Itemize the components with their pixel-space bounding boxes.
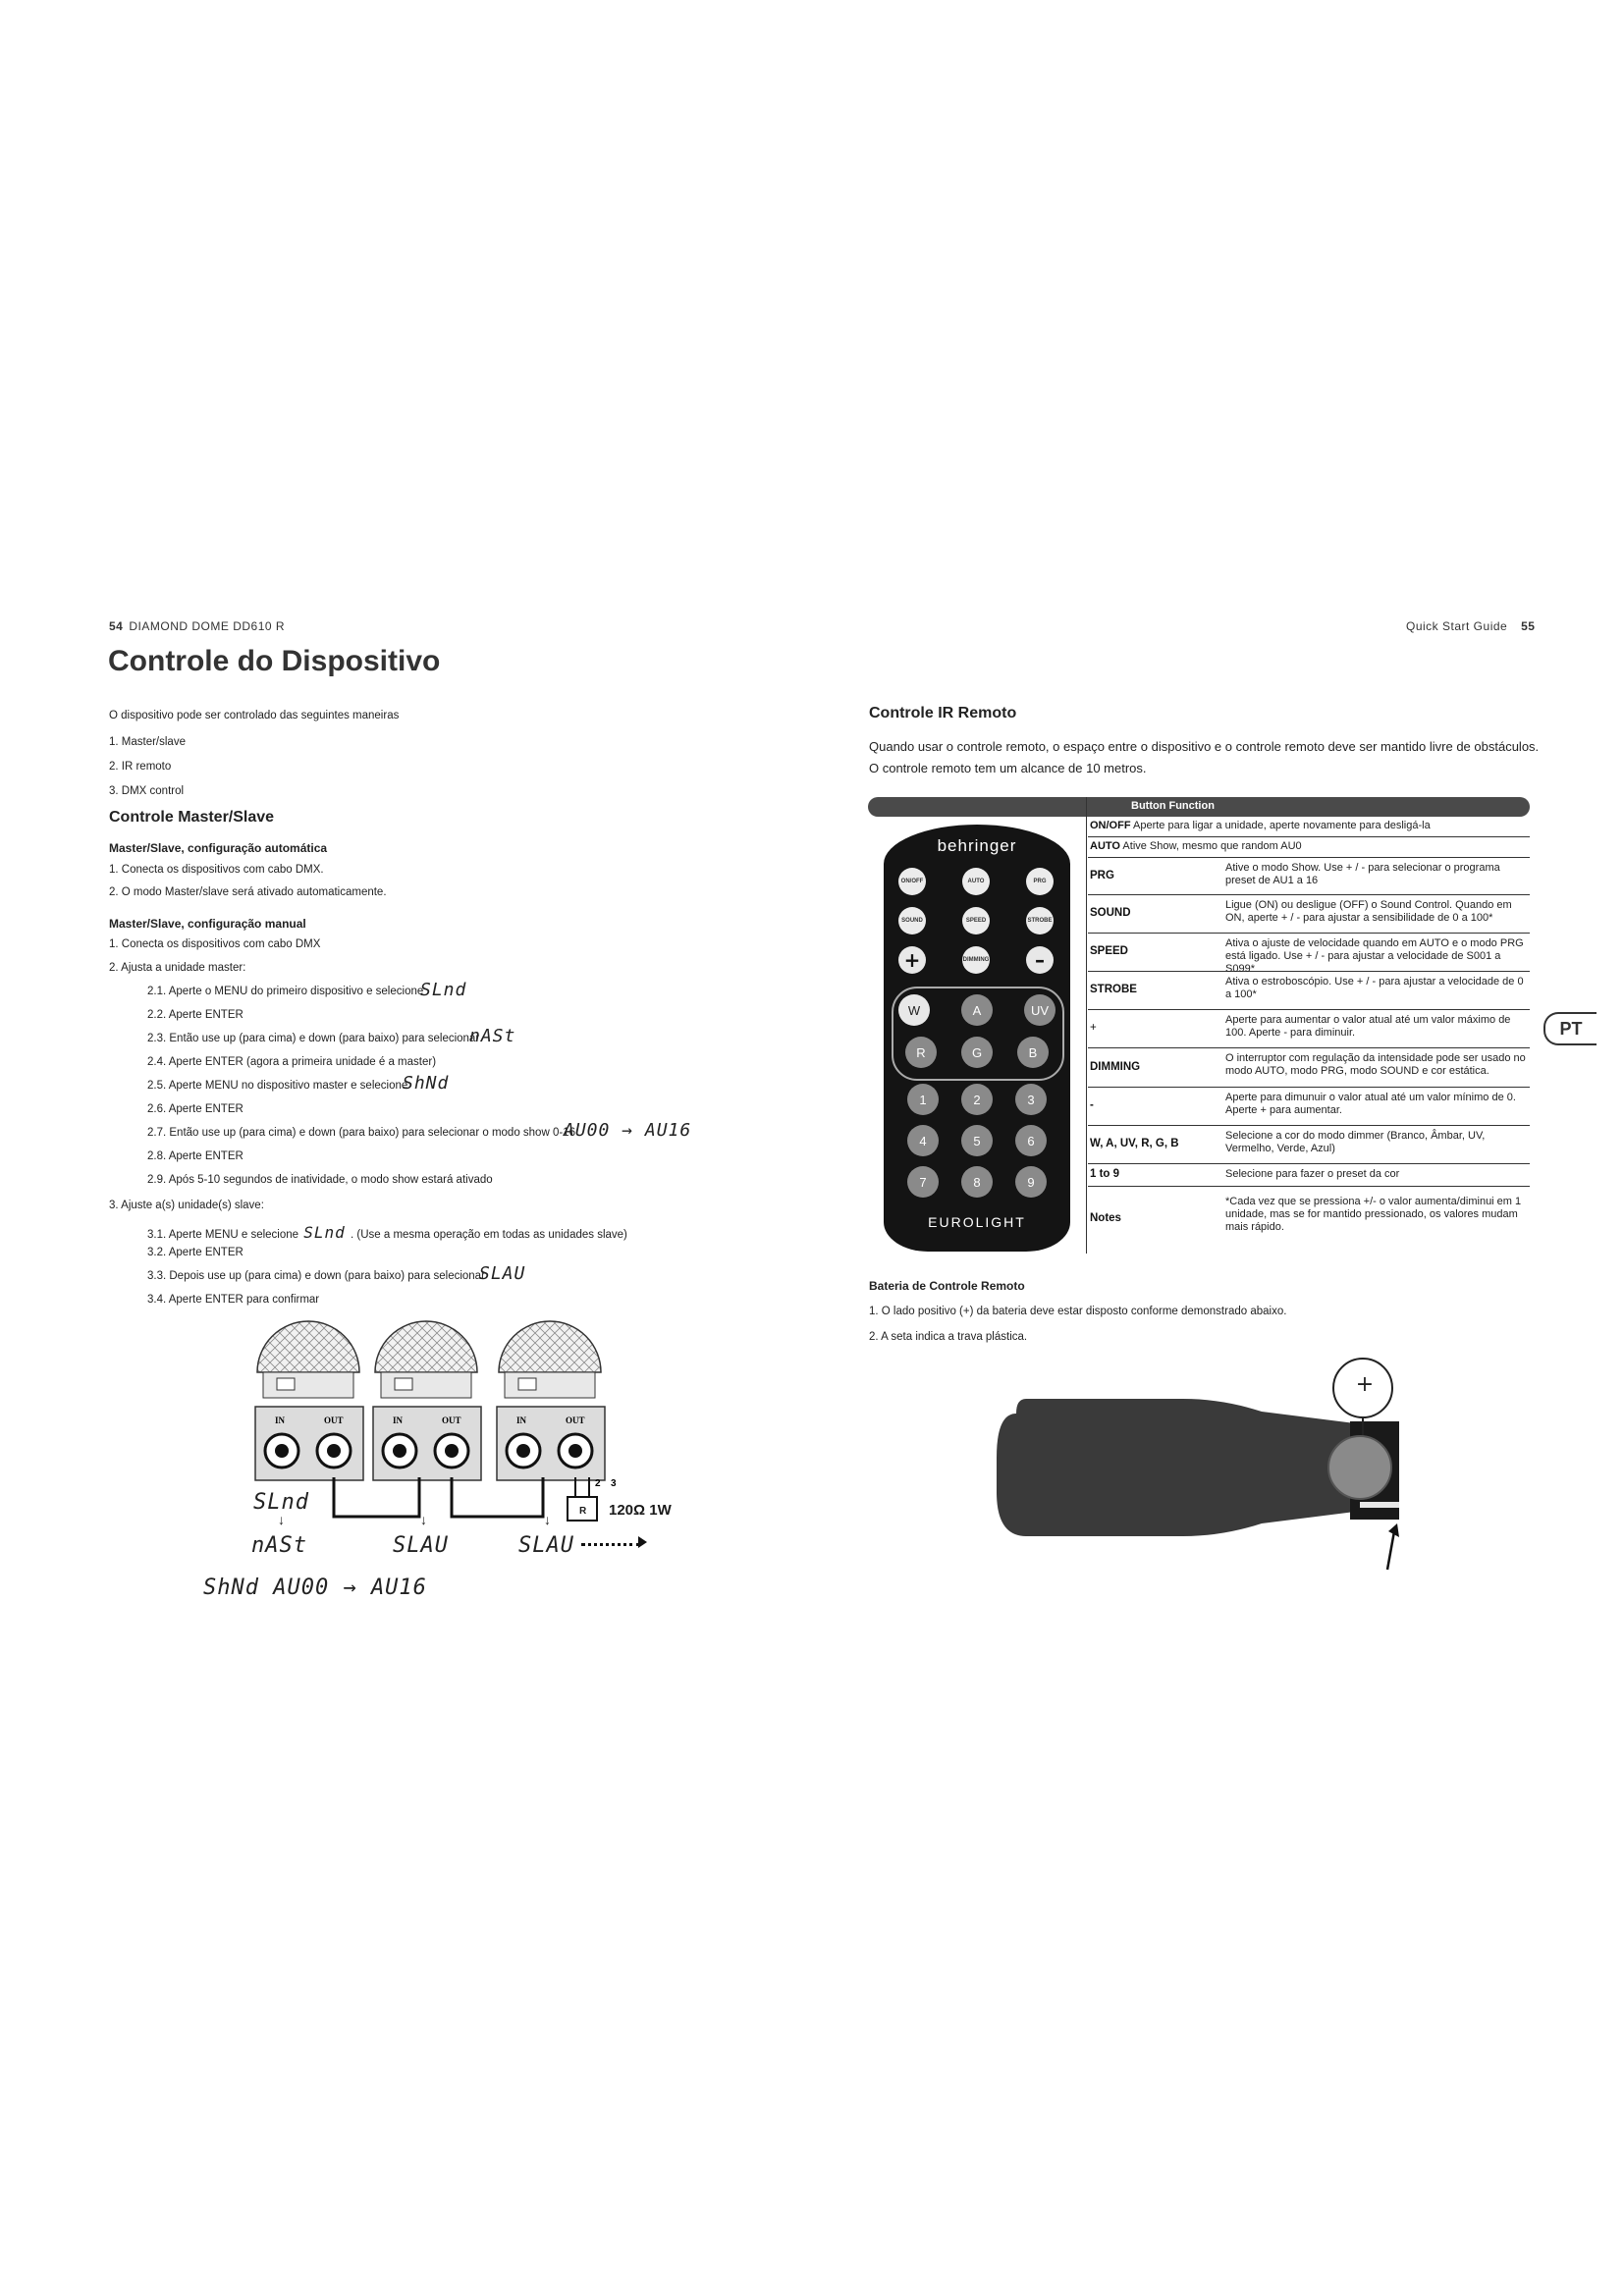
master-substep: 2.2. Aperte ENTER [147, 1009, 244, 1021]
manual-step: 2. Ajusta a unidade master: [109, 962, 246, 974]
right-page-header [1406, 619, 1541, 633]
remote-speed-button: SPEED [962, 907, 990, 934]
table-row: AUTO Ative Show, mesmo que random AU0 [1088, 837, 1530, 858]
remote-strobe-button: STROBE [1026, 907, 1054, 934]
master-substep: 2.1. Aperte o MENU do primeiro dispositivo e selecione [147, 986, 424, 997]
arrow-down-icon: ↓ [278, 1512, 285, 1527]
diagram-lcd-nasl: nASt [251, 1533, 307, 1558]
table-row: STROBE Ativa o estroboscópio. Use + / - para ajustar a velocidade de 0 a 100* [1088, 972, 1530, 1010]
slave-substep: 3.1. Aperte MENU e selecione SLnd . (Use a mesma operação em todas as unidades slave) [147, 1223, 627, 1242]
remote-minus-button: – [1026, 946, 1054, 974]
method-item: 3. DMX control [109, 785, 185, 797]
diagram-lcd-slav: SLAU [393, 1533, 449, 1558]
lcd-nasl: nASt [469, 1026, 516, 1046]
battery-step: 2. A seta indica a trava plástica. [869, 1331, 1028, 1343]
remote-number-button: 1 [907, 1084, 939, 1115]
left-page-number: 54 [109, 619, 124, 633]
ir-text-line: Quando usar o controle remoto, o espaço entre o dispositivo e o controle remoto deve ser mantido livre de obstáculos. [869, 739, 1540, 754]
master-substep: 2.8. Aperte ENTER [147, 1150, 244, 1162]
remote-prg-button: PRG [1026, 868, 1054, 895]
ir-text-line: O controle remoto tem um alcance de 10 metros. [869, 761, 1147, 775]
remote-number-button: 5 [961, 1125, 993, 1156]
remote-number-button: 6 [1015, 1125, 1047, 1156]
slave-substep: 3.4. Aperte ENTER para confirmar [147, 1294, 320, 1306]
method-item: 2. IR remoto [109, 761, 172, 773]
battery-step: 1. O lado positivo (+) da bateria deve estar disposto conforme demonstrado abaixo. [869, 1306, 1287, 1317]
master-slave-heading: Controle Master/Slave [109, 809, 275, 826]
dome-unit-2 [373, 1321, 481, 1480]
remote-number-button: 9 [1015, 1166, 1047, 1198]
remote-control-illustration [884, 825, 1070, 1252]
auto-config-heading: Master/Slave, configuração automática [109, 841, 328, 855]
lcd-shnd: ShNd [403, 1073, 450, 1094]
terminator-label: 120Ω 1W [609, 1502, 672, 1519]
page-title: Controle do Dispositivo [108, 645, 441, 677]
table-row: Notes *Cada vez que se pressiona +/- o valor aumenta/diminui em 1 unidade, mas se for mantido pressionado, os valores mudam mais rápido. [1090, 1196, 1522, 1233]
remote-number-button: 2 [961, 1084, 993, 1115]
arrow-down-icon: ↓ [544, 1512, 551, 1527]
table-divider [1086, 797, 1087, 1254]
in-label: IN [275, 1415, 286, 1425]
lcd-slnd: SLnd [420, 980, 467, 1000]
slave-substep: 3.2. Aperte ENTER [147, 1247, 244, 1258]
arrow-down-icon: ↓ [420, 1512, 427, 1527]
pin-3-label: 3 [611, 1478, 617, 1489]
lcd-auto-range: AU00 → AU16 [564, 1120, 692, 1141]
table-header-label: Button Function [1131, 800, 1215, 812]
in-label: IN [516, 1415, 527, 1425]
remote-number-button: 8 [961, 1166, 993, 1198]
intro-text: O dispositivo pode ser controlado das seguintes maneiras [109, 710, 400, 721]
remote-number-button: 3 [1015, 1084, 1047, 1115]
table-row: PRG Ative o modo Show. Use + / - para selecionar o programa preset de AU1 a 16 [1088, 858, 1530, 895]
remote-number-button: 7 [907, 1166, 939, 1198]
master-substep: 2.7. Então use up (para cima) e down (para baixo) para selecionar o modo show 0-16 [147, 1127, 575, 1139]
out-label: OUT [566, 1415, 585, 1425]
diagram-lcd-slnd: SLnd [253, 1490, 309, 1515]
master-substep: 2.5. Aperte MENU no dispositivo master e selecione [147, 1080, 408, 1092]
dmx-chain-diagram [236, 1313, 687, 1490]
remote-onoff-button: ON/OFF [898, 868, 926, 895]
out-label: OUT [442, 1415, 461, 1425]
remote-battery-illustration [987, 1355, 1419, 1580]
remote-brand: behringer [937, 836, 1017, 855]
diagram-lcd-slav: SLAU [518, 1533, 574, 1558]
table-row: DIMMING O interruptor com regulação da intensidade pode ser usado no modo AUTO, modo PRG, modo SOUND e cor estática. [1088, 1048, 1530, 1088]
table-row: - Aperte para dimunuir o valor atual até um valor mínimo de 0. Aperte + para aumentar. [1088, 1088, 1530, 1126]
master-substep: 2.9. Após 5-10 segundos de inatividade, o modo show estará ativado [147, 1174, 493, 1186]
method-item: 1. Master/slave [109, 736, 186, 748]
ir-heading: Controle IR Remoto [869, 705, 1017, 721]
table-row: W, A, UV, R, G, B Selecione a cor do modo dimmer (Branco, Âmbar, UV, Vermelho, Verde, Azul) [1088, 1126, 1530, 1164]
remote-uv-button: UV [1024, 994, 1056, 1026]
language-badge: PT [1543, 1012, 1597, 1045]
manual-step: 3. Ajuste a(s) unidade(s) slave: [109, 1200, 264, 1211]
remote-plus-button: + [898, 946, 926, 974]
table-row: SOUND Ligue (ON) ou desligue (OFF) o Sound Control. Quando em ON, aperte + / - para ajustar a sensibilidade de 0 a 100* [1088, 895, 1530, 934]
diagram-lcd-show: ShNd AU00 → AU16 [203, 1575, 427, 1600]
left-page-header [109, 619, 285, 633]
table-row: + Aperte para aumentar o valor atual até um valor máximo de 100. Aperte - para diminuir. [1088, 1010, 1530, 1048]
signal-dots [581, 1543, 640, 1546]
arrow-right-icon [638, 1536, 647, 1548]
out-label: OUT [324, 1415, 344, 1425]
table-row: 1 to 9 Selecione para fazer o preset da cor [1088, 1164, 1530, 1187]
left-running-title: DIAMOND DOME DD610 R [129, 619, 286, 633]
right-running-title: Quick Start Guide [1406, 619, 1508, 633]
auto-step: 2. O modo Master/slave será ativado automaticamente. [109, 886, 387, 898]
auto-step: 1. Conecta os dispositivos com cabo DMX. [109, 864, 324, 876]
table-row: SPEED Ativa o ajuste de velocidade quando em AUTO e o modo PRG está ligado. Use + / - para ajustar a velocidade de S001 a S099* [1088, 934, 1530, 972]
battery-heading: Bateria de Controle Remoto [869, 1279, 1025, 1293]
remote-w-button: W [898, 994, 930, 1026]
remote-sound-button: SOUND [898, 907, 926, 934]
remote-a-button: A [961, 994, 993, 1026]
remote-r-button: R [905, 1037, 937, 1068]
terminator-r: R [579, 1506, 587, 1517]
lcd-slav: SLAU [479, 1263, 526, 1284]
manual-step: 1. Conecta os dispositivos com cabo DMX [109, 938, 321, 950]
right-page-number: 55 [1521, 619, 1536, 633]
in-label: IN [393, 1415, 404, 1425]
table-row: ON/OFF Aperte para ligar a unidade, aperte novamente para desligá-la [1088, 817, 1530, 837]
table-header-bar [868, 797, 1530, 817]
master-substep: 2.6. Aperte ENTER [147, 1103, 244, 1115]
battery-plus-icon: + [1355, 1372, 1375, 1397]
master-substep: 2.4. Aperte ENTER (agora a primeira unidade é a master) [147, 1056, 437, 1068]
master-substep: 2.3. Então use up (para cima) e down (para baixo) para selecionar [147, 1033, 480, 1044]
remote-g-button: G [961, 1037, 993, 1068]
lcd-slnd-inline: SLnd [303, 1223, 346, 1242]
dome-unit-1 [255, 1321, 363, 1480]
dome-unit-3 [497, 1321, 605, 1480]
pin-2-label: 2 [595, 1478, 601, 1489]
remote-footer: EUROLIGHT [928, 1214, 1026, 1230]
manual-config-heading: Master/Slave, configuração manual [109, 917, 306, 931]
remote-b-button: B [1017, 1037, 1049, 1068]
remote-number-button: 4 [907, 1125, 939, 1156]
remote-dimming-button: DIMMING [962, 946, 990, 974]
slave-substep: 3.3. Depois use up (para cima) e down (para baixo) para selecionar [147, 1270, 485, 1282]
remote-auto-button: AUTO [962, 868, 990, 895]
